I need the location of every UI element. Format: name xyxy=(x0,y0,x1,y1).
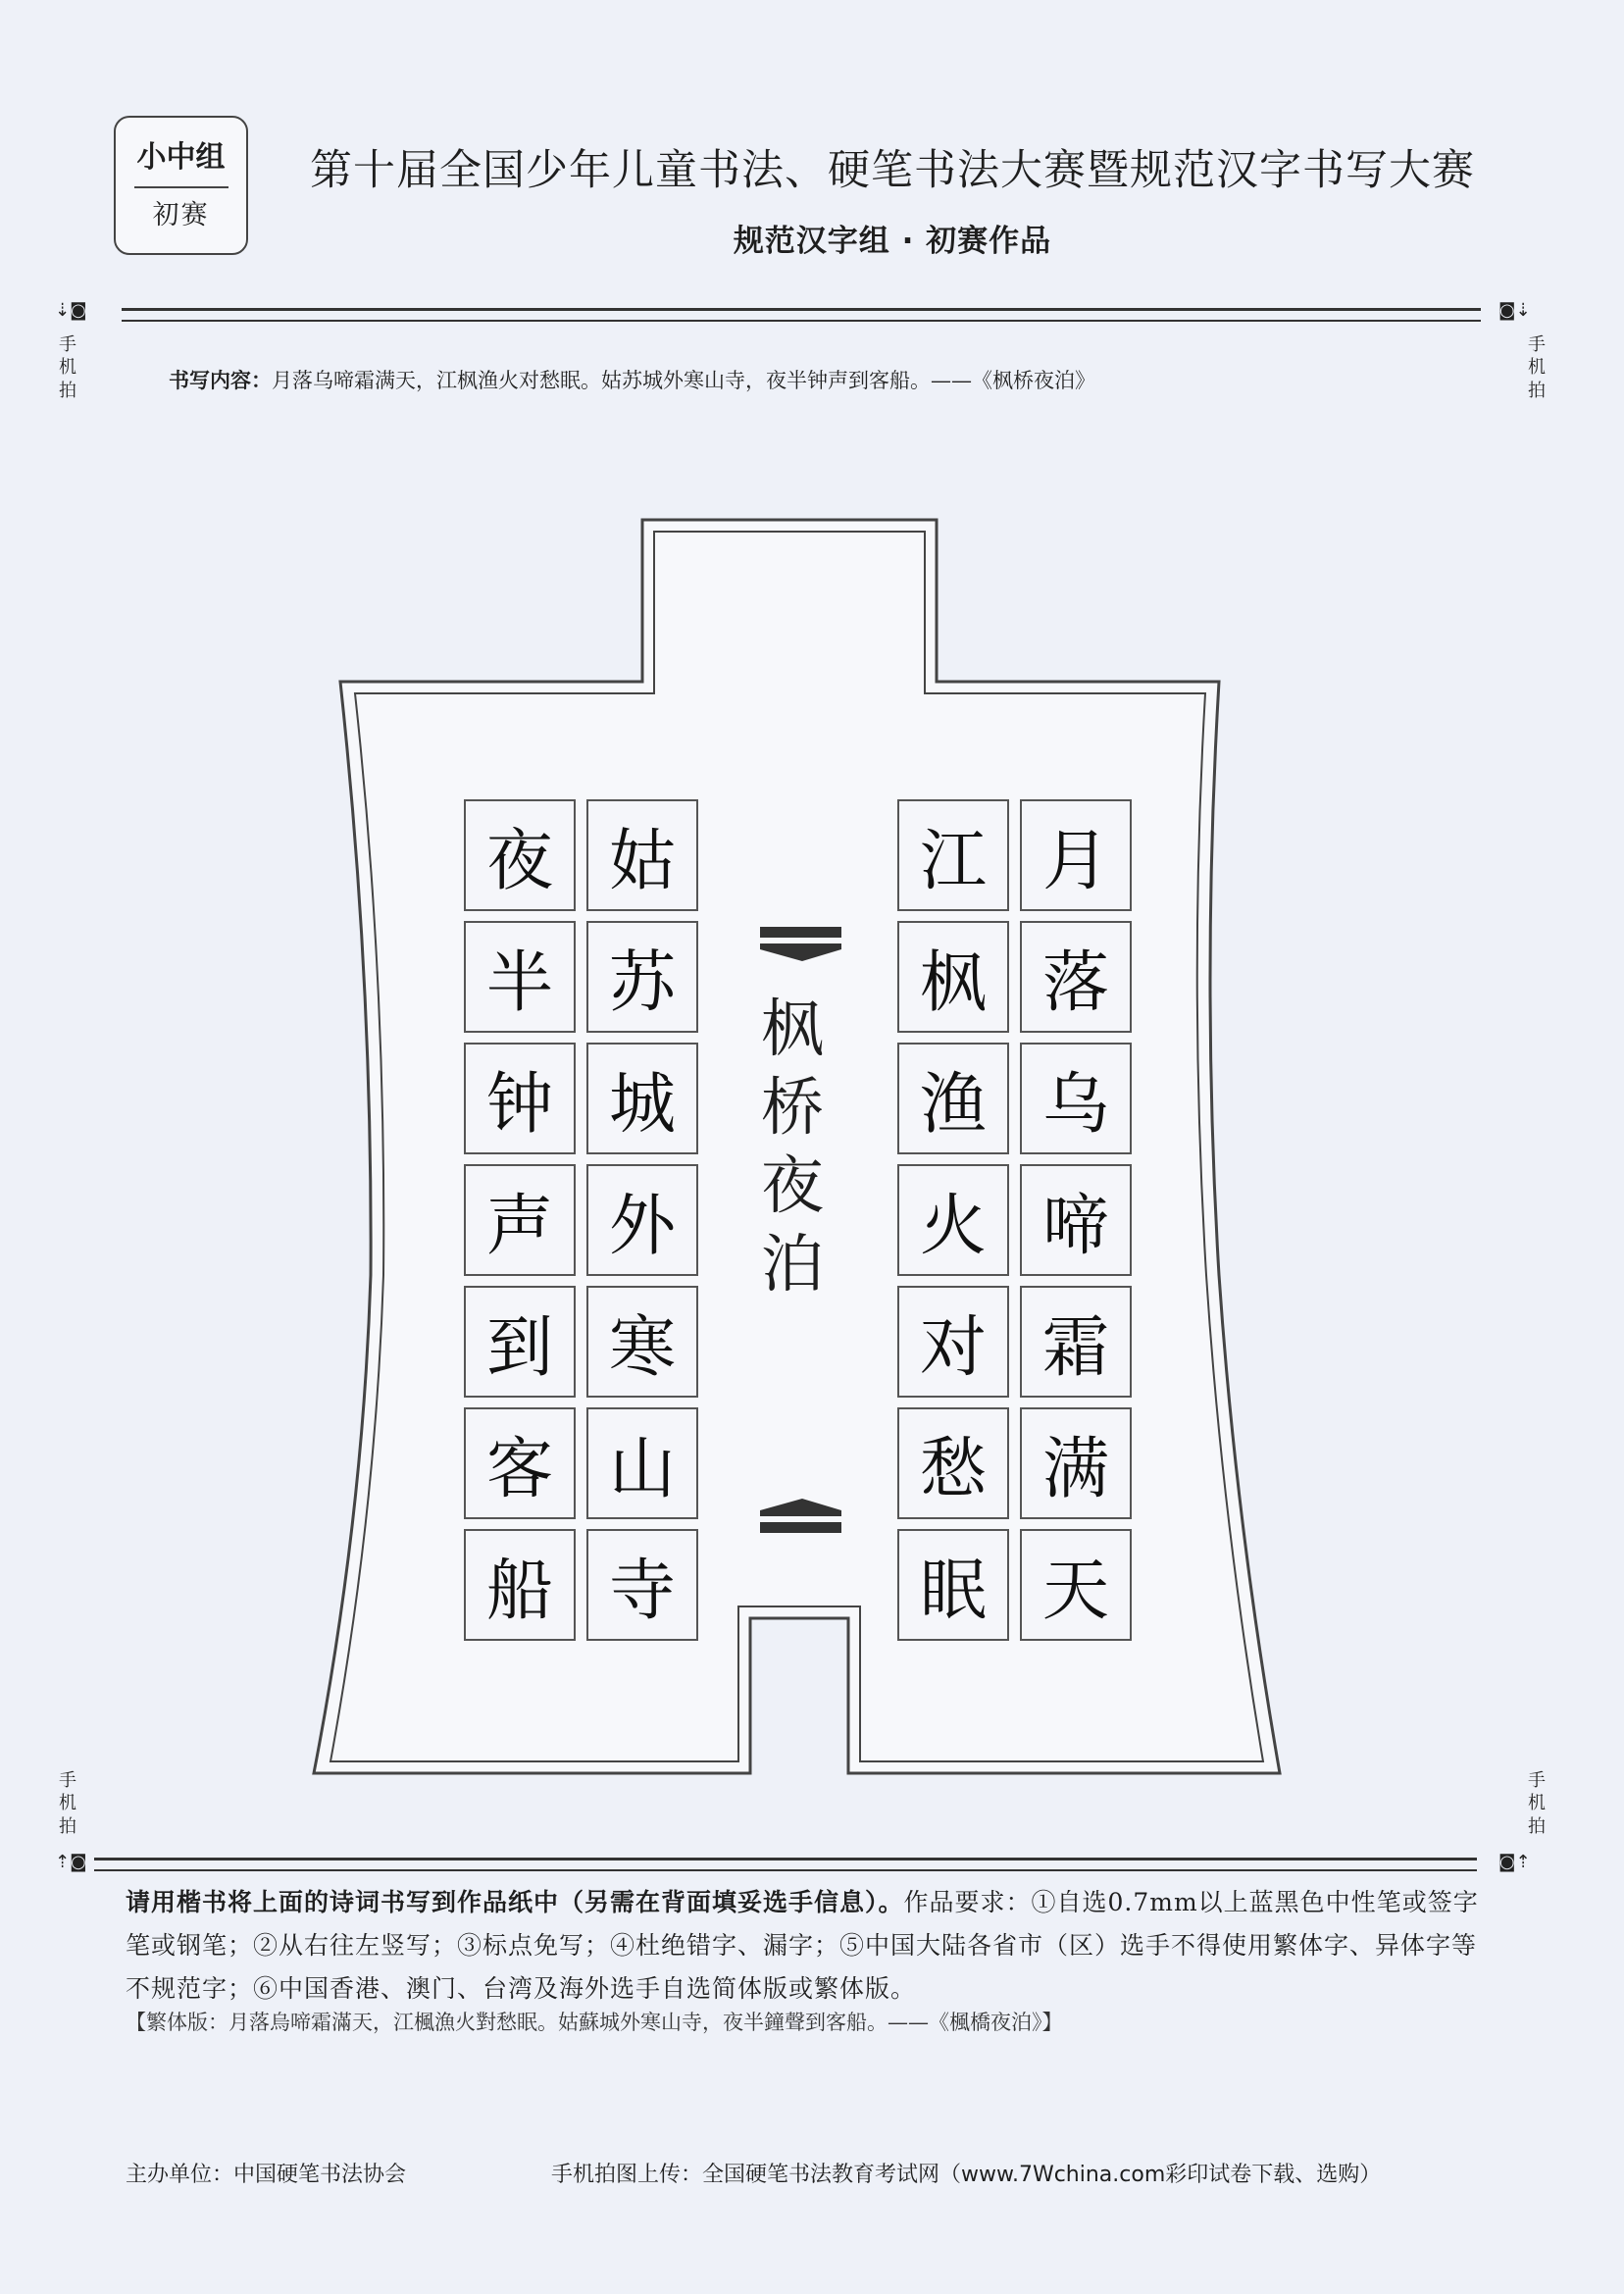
grid-cell xyxy=(897,1043,1009,1154)
organizer: 主办单位：中国硬笔书法协会 xyxy=(126,2163,407,2187)
poem-title xyxy=(734,991,851,1304)
grid-char: 天 xyxy=(1041,1552,1109,1630)
grid-char: 眠 xyxy=(919,1552,987,1630)
grid-char: 月 xyxy=(1041,822,1109,900)
grid-cell xyxy=(1020,921,1132,1033)
corner-label-top-left: 手机拍 xyxy=(59,334,76,401)
grid-char: 渔 xyxy=(919,1065,987,1144)
writing-content-text: 月落乌啼霜满天，江枫渔火对愁眠。姑苏城外寒山寺，夜半钟声到客船。——《枫桥夜泊》 xyxy=(272,369,1095,392)
grid-cell xyxy=(586,1529,698,1641)
grid-cell xyxy=(897,921,1009,1033)
poem-title-char: 桥 xyxy=(761,1072,824,1145)
poem-title-char: 夜 xyxy=(761,1150,824,1223)
phone-camera-icon: ⇣◙ xyxy=(55,300,87,321)
stage-label: 初赛 xyxy=(152,199,210,230)
grid-char: 满 xyxy=(1041,1430,1109,1508)
corner-label-top-right: 手机拍 xyxy=(1528,334,1546,401)
grid-char: 船 xyxy=(485,1552,553,1630)
phone-camera-icon: ◙⇡ xyxy=(1498,1852,1531,1872)
grid-cell xyxy=(1020,1286,1132,1398)
instructions xyxy=(126,1881,1479,2011)
corner-label-bottom-right: 手机拍 xyxy=(1528,1770,1546,1837)
grid-cell xyxy=(897,1164,1009,1276)
writing-content-label: 书写内容： xyxy=(169,369,272,392)
grid-char: 霜 xyxy=(1041,1308,1109,1387)
grid-cell xyxy=(586,1407,698,1519)
instructions-lead: 请用楷书将上面的诗词书写到作品纸中（另需在背面填妥选手信息）。 xyxy=(126,1888,904,1916)
grid-char: 外 xyxy=(608,1187,676,1265)
grid-char: 半 xyxy=(485,943,553,1022)
grid-char: 枫 xyxy=(919,943,987,1022)
phone-camera-icon: ◙⇣ xyxy=(1498,300,1531,321)
grid-char: 城 xyxy=(608,1065,676,1144)
grid-char: 钟 xyxy=(485,1065,553,1144)
grid-cell xyxy=(464,1407,576,1519)
poem-title-char: 枫 xyxy=(761,994,824,1066)
grid-cell xyxy=(586,921,698,1033)
grid-cell xyxy=(897,1529,1009,1641)
grid-cell xyxy=(1020,1529,1132,1641)
grid-char: 姑 xyxy=(608,822,676,900)
grid-cell xyxy=(464,799,576,911)
grid-cell xyxy=(1020,1407,1132,1519)
traditional-version: 【繁体版：月落烏啼霜滿天，江楓漁火對愁眠。姑蘇城外寒山寺，夜半鐘聲到客船。——《楓橋夜泊》】 xyxy=(126,2011,1063,2034)
grid-char: 寺 xyxy=(608,1552,676,1630)
grid-cell xyxy=(464,1529,576,1641)
grid-char: 江 xyxy=(919,822,987,900)
grid-cell xyxy=(464,1043,576,1154)
grid-char: 火 xyxy=(919,1187,987,1265)
poem-title-char: 泊 xyxy=(761,1229,824,1301)
grid-char: 到 xyxy=(485,1308,553,1387)
page-title: 第十届全国少年儿童书法、硬笔书法大赛暨规范汉字书写大赛 xyxy=(310,146,1475,195)
upload-info: 手机拍图上传：全国硬笔书法教育考试网（www.7Wchina.com彩印试卷下载、选购） xyxy=(551,2163,1382,2187)
grid-cell xyxy=(1020,1164,1132,1276)
group-label: 小中组 xyxy=(136,139,226,175)
grid-cell xyxy=(464,921,576,1033)
grid-char: 苏 xyxy=(608,943,676,1022)
grid-cell xyxy=(586,1043,698,1154)
instructions-rest: 作品要求：①自选0.7mm以上蓝黑色中性笔或签字笔或钢笔；②从右往左竖写；③标点免写；④杜绝错字、漏字；⑤中国大陆各省市（区）选手不得使用繁体字、异体字等不规范字；⑥中国香港、澳门、台湾及海外选手自选简体版或繁体版。 xyxy=(126,1888,1479,2003)
grid-cell xyxy=(897,1407,1009,1519)
page-subtitle: 规范汉字组 · 初赛作品 xyxy=(733,224,1052,259)
grid-char: 愁 xyxy=(919,1430,987,1508)
grid-cell xyxy=(586,799,698,911)
grid-char: 声 xyxy=(485,1187,553,1265)
grid-cell xyxy=(586,1286,698,1398)
grid-cell xyxy=(464,1164,576,1276)
grid-char: 客 xyxy=(485,1430,553,1508)
grid-cell xyxy=(1020,1043,1132,1154)
grid-char: 寒 xyxy=(608,1308,676,1387)
grid-cell xyxy=(586,1164,698,1276)
grid-char: 对 xyxy=(919,1308,987,1387)
grid-char: 山 xyxy=(608,1430,676,1508)
grid-cell xyxy=(897,1286,1009,1398)
grid-cell xyxy=(897,799,1009,911)
grid-char: 啼 xyxy=(1041,1187,1109,1265)
grid-cell xyxy=(1020,799,1132,911)
grid-cell xyxy=(464,1286,576,1398)
phone-camera-icon: ⇡◙ xyxy=(55,1852,87,1872)
grid-char: 落 xyxy=(1041,943,1109,1022)
grid-char: 夜 xyxy=(485,822,553,900)
corner-label-bottom-left: 手机拍 xyxy=(59,1770,76,1837)
grid-char: 乌 xyxy=(1041,1065,1109,1144)
